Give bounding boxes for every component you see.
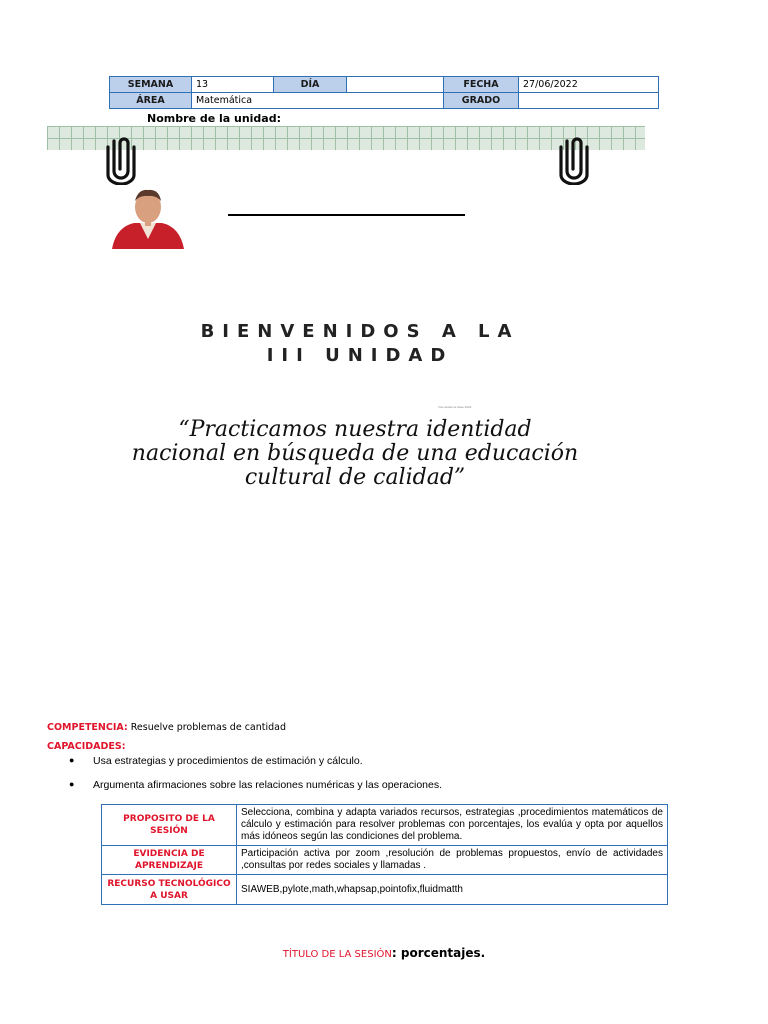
slogan-line2: nacional en búsqueda de una educación <box>131 441 579 466</box>
proposito-label: PROPOSITO DE LA SESIÓN <box>102 805 237 846</box>
tiny-note: Vive desde la clase 2022 <box>438 405 472 409</box>
bullet-icon: ● <box>69 755 75 765</box>
title-underline <box>228 214 465 216</box>
table-row <box>102 875 668 905</box>
proposito-value: Selecciona, combina y adapta variados recursos, estrategias ,procedimientos matemáticos de cálculo y estimación para resolver problemas con porcentajes, los evalúa y opta por aquellos más idóneos según las condiciones del problema. <box>237 805 668 846</box>
capacidades-list <box>55 755 442 803</box>
capacidad-text: Usa estrategias y procedimientos de estimación y cálculo. <box>93 755 363 767</box>
unit-slogan <box>120 418 590 490</box>
semana-label: SEMANA <box>110 77 192 93</box>
paperclip-icon <box>104 133 138 185</box>
table-row <box>102 805 668 846</box>
bullet-icon: ● <box>69 779 75 789</box>
grado-label: GRADO <box>444 93 519 109</box>
area-value: Matemática <box>192 93 444 109</box>
dia-value <box>347 77 444 93</box>
slogan-line3: cultural de calidad” <box>244 465 466 490</box>
session-title-value: porcentajes. <box>400 946 486 960</box>
portrait-image <box>110 187 186 249</box>
grado-value <box>519 93 659 109</box>
welcome-line1: BIENVENIDOS A LA <box>200 321 520 342</box>
evidencia-value: Participación activa por zoom ,resolución de problemas propuestos, envío de actividades ,consultas por redes sociales y llamadas . <box>237 846 668 875</box>
capacidad-text: Argumenta afirmaciones sobre las relaciones numéricas y las operaciones. <box>93 779 443 791</box>
welcome-line2: III UNIDAD <box>266 345 454 366</box>
slogan-line1: “Practicamos nuestra identidad <box>178 417 532 442</box>
list-item <box>55 755 442 767</box>
session-title: TÍTULO DE LA SESIÓN: porcentajes. <box>282 946 486 960</box>
fecha-value: 27/06/2022 <box>519 77 659 93</box>
list-item <box>55 779 442 791</box>
paperclip-icon <box>557 133 591 185</box>
fecha-label: FECHA <box>444 77 519 93</box>
competencia <box>47 722 286 733</box>
capacidades-label: CAPACIDADES: <box>47 741 126 752</box>
semana-value: 13 <box>192 77 274 93</box>
area-label: ÁREA <box>110 93 192 109</box>
session-title-label: TÍTULO DE LA SESIÓN <box>282 949 392 960</box>
evidencia-label: EVIDENCIA DE APRENDIZAJE <box>102 846 237 875</box>
recurso-value: SIAWEB,pylote,math,whapsap,pointofix,fluidmatth <box>237 875 668 905</box>
session-table <box>101 804 668 905</box>
recurso-label: RECURSO TECNOLÓGICO A USAR <box>102 875 237 905</box>
competencia-label: COMPETENCIA: <box>47 722 128 733</box>
unit-name-label: Nombre de la unidad: <box>147 112 282 125</box>
table-row <box>102 846 668 875</box>
header-table <box>109 76 659 109</box>
welcome-heading <box>150 320 570 368</box>
competencia-value: Resuelve problemas de cantidad <box>130 722 287 733</box>
dia-label: DÍA <box>274 77 347 93</box>
